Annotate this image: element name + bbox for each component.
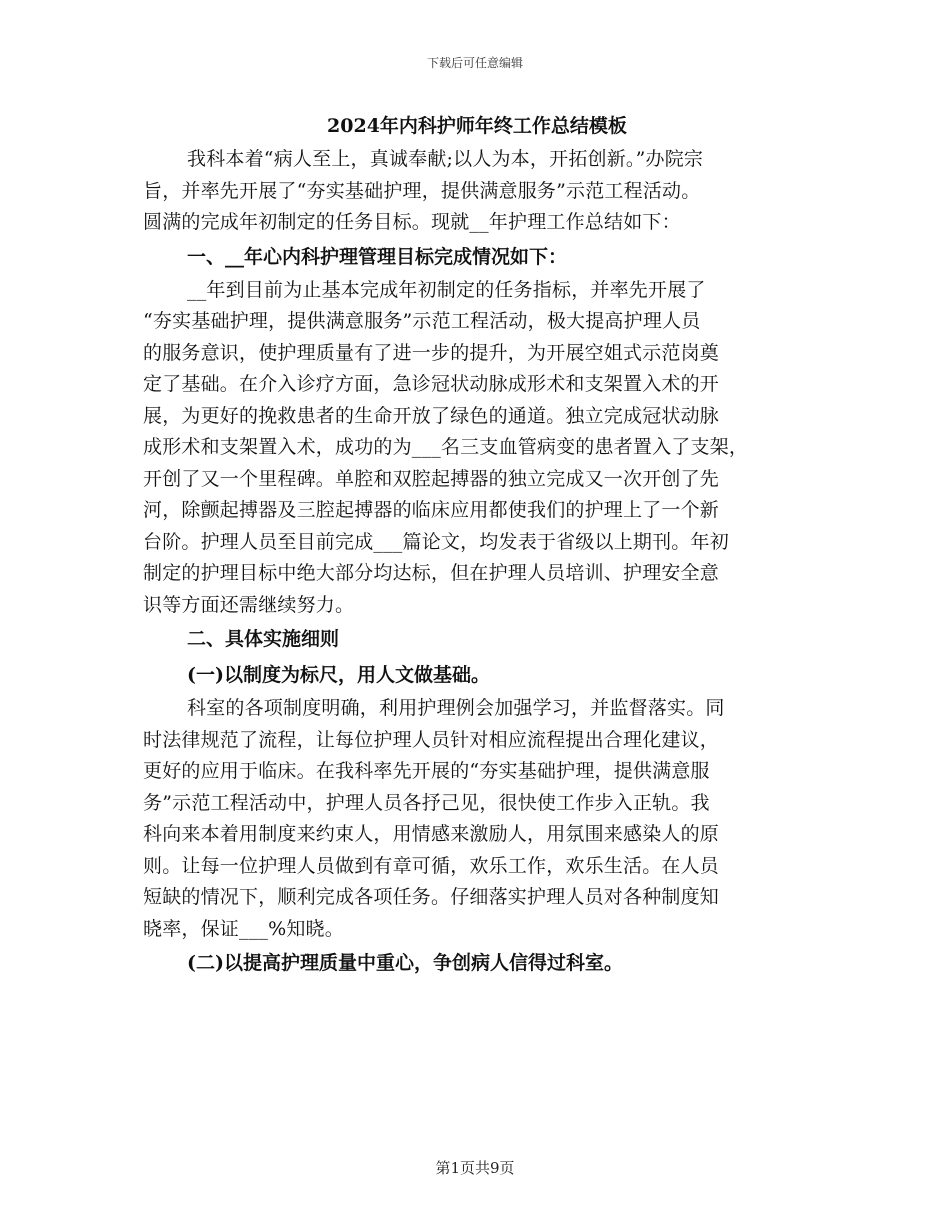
paragraph-line: 晓率，保证___%知晓。 xyxy=(143,917,344,940)
section-heading-1: 一、__年心内科护理管理目标完成情况如下： xyxy=(187,245,568,268)
paragraph-line: 短缺的情况下，顺利完成各项任务。仔细落实护理人员对各种制度知 xyxy=(143,886,720,908)
paragraph-line: __年到目前为止基本完成年初制定的任务指标，并率先开展了 xyxy=(187,278,706,301)
paragraph-line: 时法律规范了流程，让每位护理人员针对相应流程提出合理化建议， xyxy=(143,728,720,751)
paragraph-line: 旨，并率先开展了“夯实基础护理，提供满意服务”示范工程活动。 xyxy=(143,179,701,202)
section-1-paragraph xyxy=(143,275,811,622)
paragraph-line: 开创了又一个里程碑。单腔和双腔起搏器的独立完成又一次开创了先 xyxy=(143,467,720,490)
paragraph-line: 定了基础。在介入诊疗方面，急诊冠状动脉成形术和支架置入术的开 xyxy=(143,373,720,395)
paragraph-line: 河，除颤起搏器及三腔起搏器的临床应用都使我们的护理上了一个新 xyxy=(143,499,720,521)
section-heading-2: 二、具体实施细则 xyxy=(187,628,340,650)
paragraph-line: 务”示范工程活动中，护理人员各抒己见，很快使工作步入正轨。我 xyxy=(143,791,710,814)
intro-paragraph xyxy=(143,144,811,239)
paragraph-line: 识等方面还需继续努力。 xyxy=(143,593,355,616)
header-note: 下载后可任意编辑 xyxy=(426,56,523,70)
subsection-1-paragraph xyxy=(143,693,811,945)
subsection-heading-2: (二)以提高护理质量中重心，争创病人信得过科室。 xyxy=(187,952,623,974)
paragraph-line: 圆满的完成年初制定的任务目标。现就__年护理工作总结如下： xyxy=(143,211,681,233)
paragraph-line: 科向来本着用制度来约束人，用情感来激励人，用氛围来感染人的原 xyxy=(143,823,720,845)
page-footer: 第1页共9页 xyxy=(435,1159,515,1177)
paragraph-line: 台阶。护理人员至目前完成___篇论文，均发表于省级以上期刊。年初 xyxy=(143,530,729,553)
document-body xyxy=(143,112,811,981)
paragraph-line: 我科本着“病人至上，真诚奉献;以人为本，开拓创新。”办院宗 xyxy=(187,148,704,170)
paragraph-line: 更好的应用于临床。在我科率先开展的“夯实基础护理，提供满意服 xyxy=(143,760,710,782)
paragraph-line: “夯实基础护理，提供满意服务”示范工程活动，极大提高护理人员 xyxy=(143,310,701,332)
paragraph-line: 成形术和支架置入术，成功的为___名三支血管病变的患者置入了支架， xyxy=(143,436,749,458)
paragraph-line: 制定的护理目标中绝大部分均达标，但在护理人员培训、护理安全意 xyxy=(143,562,720,584)
paragraph-line: 展，为更好的挽救患者的生命开放了绿色的通道。独立完成冠状动脉 xyxy=(143,404,720,427)
paragraph-line: 则。让每一位护理人员做到有章可循，欢乐工作，欢乐生活。在人员 xyxy=(143,854,720,877)
paragraph-line: 的服务意识，使护理质量有了进一步的提升，为开展空姐式示范岗奠 xyxy=(143,341,720,364)
subsection-heading-1: (一)以制度为标尺，用人文做基础。 xyxy=(187,664,490,686)
paragraph-line: 科室的各项制度明确，利用护理例会加强学习，并监督落实。同 xyxy=(187,697,725,719)
document-title: 2024年内科护师年终工作总结模板 xyxy=(327,115,627,137)
